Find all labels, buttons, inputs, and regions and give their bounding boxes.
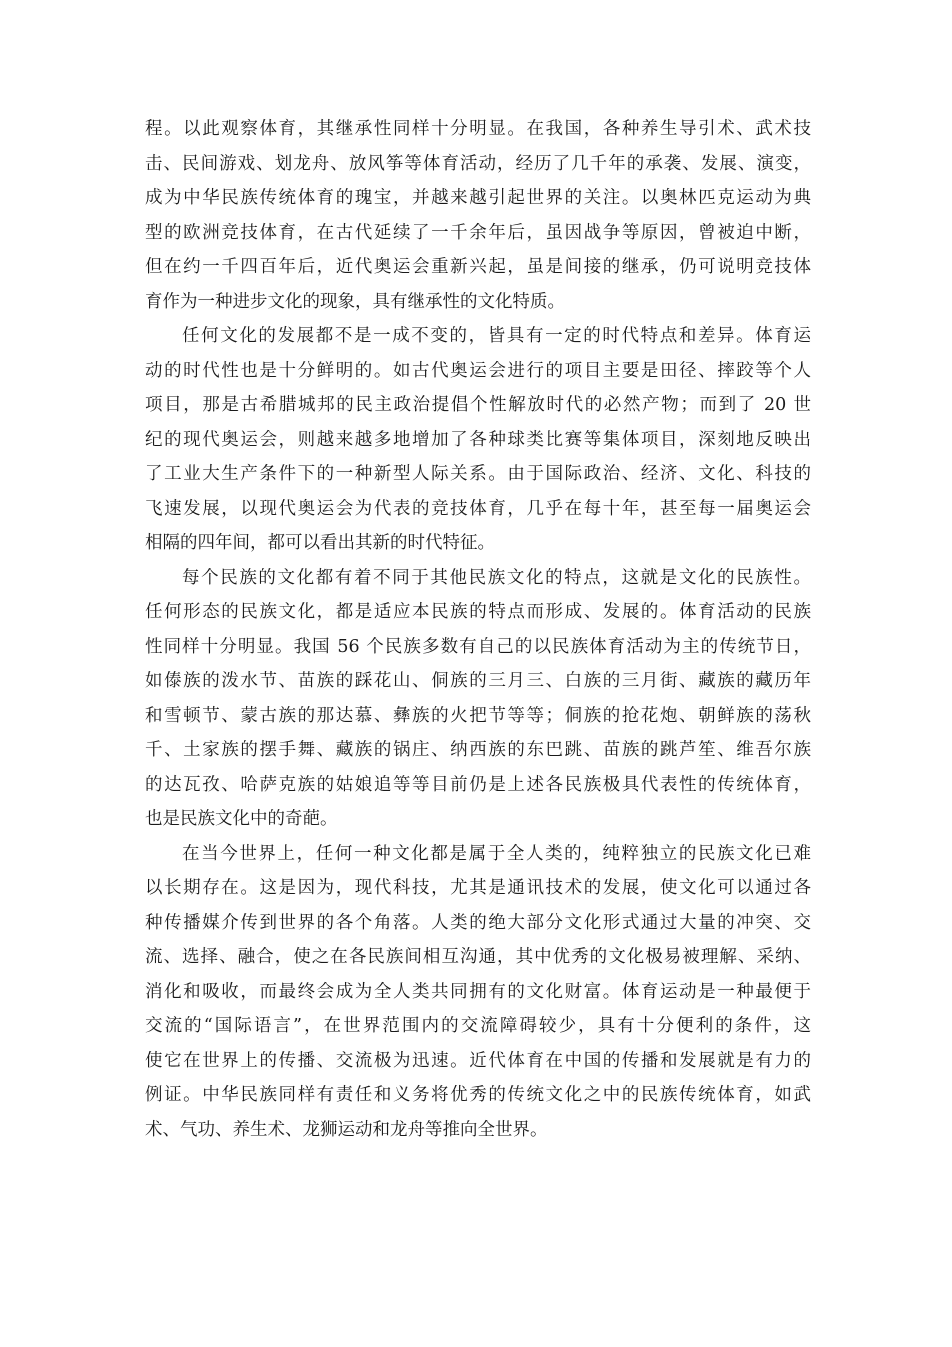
text-line: 相隔的四年间，都可以看出其新的时代特征。: [145, 533, 495, 553]
text-line: 性同样十分明显。我国 56 个民族多数有自己的以民族体育活动为主的传统节日，: [145, 636, 811, 657]
text-line: 种传播媒介传到世界的各个角落。人类的绝大部分文化形式通过大量的冲突、交: [145, 912, 811, 933]
text-line: 例证。中华民族同样有责任和义务将优秀的传统文化之中的民族传统体育，如武: [145, 1085, 811, 1105]
text-line: 纪的现代奥运会，则越来越多地增加了各种球类比赛等集体项目，深刻地反映出: [145, 429, 811, 450]
text-line: 以长期存在。这是因为，现代科技，尤其是通讯技术的发展，使文化可以通过各: [145, 878, 811, 898]
text-line: 每个民族的文化都有着不同于其他民族文化的特点，这就是文化的民族性。: [182, 567, 811, 588]
text-line: 程。以此观察体育，其继承性同样十分明显。在我国，各种养生导引术、武术技: [145, 119, 811, 139]
text-line: 如傣族的泼水节、苗族的踩花山、侗族的三月三、白族的三月街、藏族的藏历年: [145, 671, 811, 691]
paragraph: [145, 112, 811, 319]
text-line: 也是民族文化中的奇葩。: [145, 809, 338, 829]
text-line: 项目，那是古希腊城邦的民主政治提倡个性解放时代的必然产物；而到了 20 世: [145, 395, 811, 415]
text-line: 使它在世界上的传播、交流极为迅速。近代体育在中国的传播和发展就是有力的: [145, 1050, 811, 1071]
document-page: [145, 112, 811, 1147]
paragraph: [145, 837, 811, 1148]
text-line: 任何形态的民族文化，都是适应本民族的特点而形成、发展的。体育活动的民族: [145, 602, 811, 622]
text-line: 消化和吸收，而最终会成为全人类共同拥有的文化财富。体育运动是一种最便于: [145, 981, 811, 1002]
text-line: 术、气功、养生术、龙狮运动和龙舟等推向全世界。: [145, 1119, 548, 1140]
paragraph: [145, 319, 811, 561]
text-line: 成为中华民族传统体育的瑰宝，并越来越引起世界的关注。以奥林匹克运动为典: [145, 188, 811, 208]
text-line: 但在约一千四百年后，近代奥运会重新兴起，虽是间接的继承，仍可说明竞技体: [145, 257, 811, 277]
text-line: 了工业大生产条件下的一种新型人际关系。由于国际政治、经济、文化、科技的: [145, 464, 811, 484]
text-line: 流、选择、融合，使之在各民族间相互沟通，其中优秀的文化极易被理解、采纳、: [145, 947, 811, 967]
text-line: 飞速发展，以现代奥运会为代表的竞技体育，几乎在每十年，甚至每一届奥运会: [145, 498, 811, 519]
text-line: 交流的“国际语言”，在世界范围内的交流障碍较少，具有十分便利的条件，这: [145, 1016, 811, 1036]
text-line: 型的欧洲竞技体育，在古代延续了一千余年后，虽因战争等原因，曾被迫中断，: [145, 222, 811, 243]
text-line: 和雪顿节、蒙古族的那达慕、彝族的火把节等等；侗族的抢花炮、朝鲜族的荡秋: [145, 705, 811, 726]
paragraph: [145, 561, 811, 837]
text-line: 击、民间游戏、划龙舟、放风筝等体育活动，经历了几千年的承袭、发展、演变，: [145, 153, 811, 174]
text-line: 动的时代性也是十分鲜明的。如古代奥运会进行的项目主要是田径、摔跤等个人: [145, 360, 811, 381]
text-line: 育作为一种进步文化的现象，具有继承性的文化特质。: [145, 291, 565, 312]
text-line: 在当今世界上，任何一种文化都是属于全人类的，纯粹独立的民族文化已难: [182, 843, 811, 864]
text-line: 的达瓦孜、哈萨克族的姑娘追等等目前仍是上述各民族极具代表性的传统体育，: [145, 774, 811, 795]
text-line: 千、土家族的摆手舞、藏族的锅庄、纳西族的东巴跳、苗族的跳芦笙、维吾尔族: [145, 740, 811, 760]
text-line: 任何文化的发展都不是一成不变的，皆具有一定的时代特点和差异。体育运: [182, 326, 811, 346]
